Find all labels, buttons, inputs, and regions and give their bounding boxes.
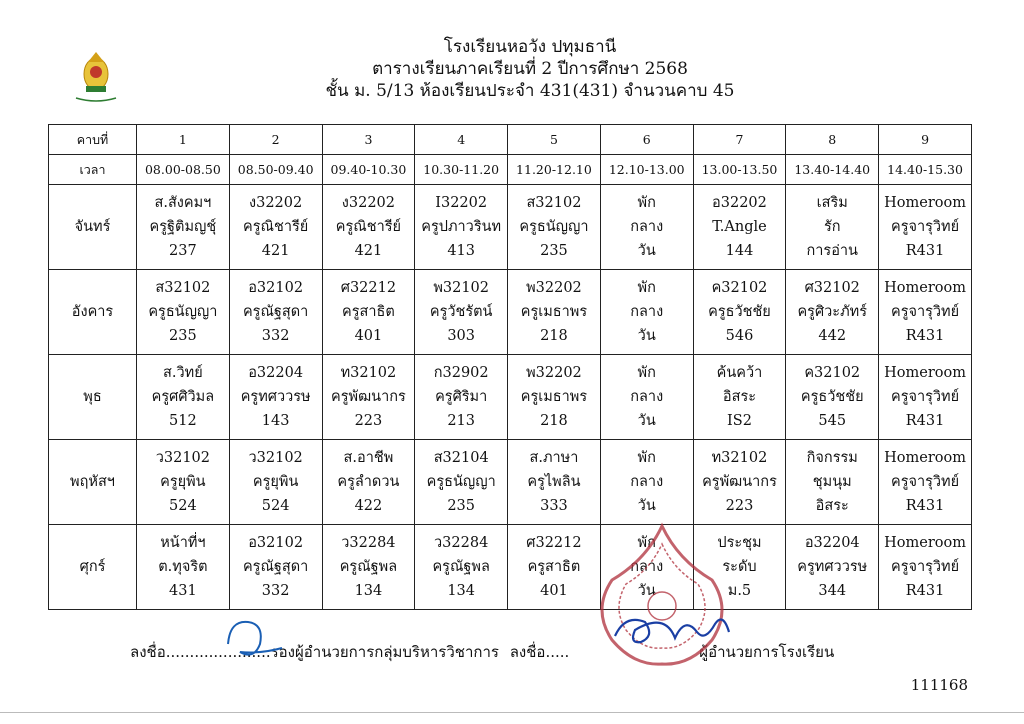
teacher-name: ครูยุพิน	[160, 474, 206, 490]
teacher-name: ครูจารุวิทย์	[891, 559, 960, 575]
period-time: 13.00-13.50	[693, 155, 786, 185]
subject-code: Homeroom	[884, 280, 966, 296]
document-header	[200, 36, 860, 102]
schedule-cell	[879, 440, 972, 525]
schedule-cell	[322, 270, 415, 355]
time-label: เวลา	[49, 155, 137, 185]
period-time: 11.20-12.10	[508, 155, 601, 185]
room-number: 134	[354, 583, 383, 599]
room-number: 143	[261, 413, 290, 429]
teacher-name: ครูสาธิต	[527, 559, 581, 575]
schedule-cell	[322, 185, 415, 270]
schedule-cell	[786, 270, 879, 355]
schedule-cell	[879, 525, 972, 610]
day-row	[49, 355, 972, 440]
teacher-name: ครูจารุวิทย์	[891, 474, 960, 490]
room-number: วัน	[637, 328, 656, 344]
sign1-label: ลงชื่อ......................	[130, 643, 271, 661]
subject-code: ส32102	[155, 280, 211, 296]
teacher-name: ครูณัฐสุดา	[242, 304, 309, 320]
subject-code: ส.อาชีพ	[343, 450, 394, 466]
schedule-cell	[600, 185, 693, 270]
schedule-cell	[786, 525, 879, 610]
teacher-name: ครูธนัญญา	[148, 304, 218, 320]
schedule-cell	[415, 355, 508, 440]
room-number: 134	[447, 583, 476, 599]
subject-code: พัก	[637, 365, 656, 381]
schedule-cell	[508, 355, 601, 440]
schedule-cell	[229, 355, 322, 440]
room-number: 235	[169, 328, 197, 344]
subject-code: พัก	[637, 280, 656, 296]
period-number: 5	[508, 125, 601, 155]
teacher-name: ครูลำดวน	[337, 474, 400, 490]
room-number: 235	[447, 498, 476, 514]
subject-code: ง32202	[341, 195, 396, 211]
room-number: 332	[261, 328, 290, 344]
teacher-name: ครูพัฒนากร	[331, 389, 406, 405]
teacher-name: ครูพัฒนากร	[702, 474, 777, 490]
period-number: 3	[322, 125, 415, 155]
schedule-cell	[600, 270, 693, 355]
room-number: วัน	[637, 498, 656, 514]
subject-code: ง32202	[249, 195, 303, 211]
room-number: 235	[540, 243, 568, 259]
room-number: 421	[354, 243, 383, 259]
teacher-name: ชุมนุม	[812, 474, 852, 490]
schedule-cell	[137, 270, 230, 355]
room-number: 144	[725, 243, 754, 259]
day-row	[49, 440, 972, 525]
teacher-name: รัก	[823, 219, 841, 235]
schedule-cell	[879, 270, 972, 355]
sign2-role: ผู้อำนวยการโรงเรียน	[699, 643, 835, 661]
teacher-name: ครูเมธาพร	[520, 389, 588, 405]
room-number: 213	[447, 413, 476, 429]
room-number: 422	[354, 498, 383, 514]
teacher-name: ครูจารุวิทย์	[891, 219, 960, 235]
room-number: 431	[169, 583, 197, 599]
room-number: R431	[905, 583, 945, 599]
teacher-name: ครูศิริมา	[435, 389, 488, 405]
schedule-cell	[322, 440, 415, 525]
period-number: 8	[786, 125, 879, 155]
room-number: วัน	[637, 583, 656, 599]
schedule-cell	[229, 270, 322, 355]
room-number: 223	[354, 413, 383, 429]
schedule-cell	[600, 440, 693, 525]
period-time: 08.00-08.50	[137, 155, 230, 185]
room-number: 218	[540, 328, 568, 344]
teacher-name: กลาง	[630, 474, 664, 490]
subject-code: ค32102	[804, 365, 861, 381]
schedule-cell	[137, 355, 230, 440]
subject-code: อ32102	[248, 535, 304, 551]
teacher-name: ครูจารุวิทย์	[891, 304, 960, 320]
room-number: 332	[261, 583, 290, 599]
subject-code: Homeroom	[884, 365, 966, 381]
subject-code: พ32102	[433, 280, 490, 296]
teacher-name: กลาง	[630, 219, 664, 235]
teacher-name: ครูวัชรัตน์	[429, 304, 493, 320]
teacher-name: T.Angle	[712, 219, 767, 235]
teacher-name: ระดับ	[722, 559, 757, 575]
class-info: ชั้น ม. 5/13 ห้องเรียนประจำ 431(431) จำนวนคาบ 45	[325, 81, 735, 101]
subject-code: ส32102	[526, 195, 582, 211]
subject-code: หน้าที่ฯ	[160, 535, 206, 551]
schedule-cell	[693, 440, 786, 525]
period-number: 7	[693, 125, 786, 155]
schedule-cell	[229, 185, 322, 270]
teacher-name: ต.ทุจริต	[158, 559, 208, 575]
subject-code: ศ32102	[804, 280, 860, 296]
subject-code: อ32204	[248, 365, 304, 381]
schedule-cell	[600, 355, 693, 440]
subject-code: ว32102	[248, 450, 303, 466]
teacher-name: ครูทศววรษ	[240, 389, 311, 405]
subject-code: I32202	[435, 195, 488, 211]
subject-code: ค้นคว้า	[716, 365, 763, 381]
day-name: พุธ	[49, 355, 137, 440]
sign1-role: รองผู้อำนวยการกลุ่มบริหารวิชาการ	[270, 643, 499, 661]
teacher-name: ครูศศิวิมล	[151, 389, 215, 405]
teacher-name: ครูปภาวรินท	[421, 219, 502, 235]
room-number: การอ่าน	[806, 243, 858, 259]
teacher-name: ครูจารุวิทย์	[891, 389, 960, 405]
subject-code: Homeroom	[884, 535, 966, 551]
schedule-cell	[508, 440, 601, 525]
teacher-name: ครูณัฐพล	[432, 559, 490, 575]
teacher-name: ครูณิชารีย์	[335, 219, 402, 235]
teacher-name: ครูยุพิน	[252, 474, 299, 490]
schedule-cell	[508, 185, 601, 270]
subject-code: พัก	[637, 195, 656, 211]
sign2-label: ลงชื่อ.....	[509, 643, 570, 661]
period-time: 10.30-11.20	[415, 155, 508, 185]
subject-code: ว32284	[341, 535, 396, 551]
room-number: 421	[261, 243, 290, 259]
period-number: 1	[137, 125, 230, 155]
teacher-name: กลาง	[630, 389, 664, 405]
room-number: 333	[540, 498, 568, 514]
teacher-name: ครูณิชารีย์	[243, 219, 309, 235]
period-time: 09.40-10.30	[322, 155, 415, 185]
room-number: อิสระ	[815, 498, 849, 514]
day-name: ศุกร์	[49, 525, 137, 610]
day-row	[49, 270, 972, 355]
subject-code: ก32902	[433, 365, 489, 381]
room-number: 303	[447, 328, 476, 344]
room-number: 218	[540, 413, 568, 429]
subject-code: ว32102	[155, 450, 211, 466]
period-time: 08.50-09.40	[229, 155, 322, 185]
room-number: 442	[818, 328, 847, 344]
subject-code: Homeroom	[884, 450, 966, 466]
period-number: 2	[229, 125, 322, 155]
subject-code: ท32102	[711, 450, 768, 466]
schedule-cell	[693, 355, 786, 440]
room-number: 512	[169, 413, 197, 429]
schedule-cell	[229, 525, 322, 610]
school-logo-icon	[66, 48, 126, 108]
teacher-name: ครูทศววรษ	[797, 559, 868, 575]
subject-code: ศ32212	[526, 535, 582, 551]
room-number: IS2	[727, 413, 752, 429]
term-title: ตารางเรียนภาคเรียนที่ 2 ปีการศึกษา 2568	[372, 59, 688, 79]
schedule-cell	[229, 440, 322, 525]
room-number: 524	[169, 498, 197, 514]
period-number: 9	[879, 125, 972, 155]
subject-code: พ32202	[526, 280, 582, 296]
room-number: R431	[905, 328, 945, 344]
period-time: 13.40-14.40	[786, 155, 879, 185]
teacher-name: ครูณัฐสุดา	[242, 559, 309, 575]
schedule-cell	[415, 270, 508, 355]
signature-1-icon	[220, 614, 290, 664]
signature-2-icon	[605, 602, 735, 662]
period-time: 14.40-15.30	[879, 155, 972, 185]
subject-code: พัก	[637, 535, 656, 551]
schedule-cell	[508, 270, 601, 355]
room-number: 344	[818, 583, 847, 599]
room-number: 413	[447, 243, 476, 259]
teacher-name: ครูศิวะภัทร์	[797, 304, 867, 320]
period-time: 12.10-13.00	[600, 155, 693, 185]
room-number: 401	[354, 328, 383, 344]
subject-code: กิจกรรม	[806, 450, 858, 466]
subject-code: Homeroom	[884, 195, 966, 211]
teacher-name: ครูธวัชชัย	[800, 389, 864, 405]
period-number: 4	[415, 125, 508, 155]
timetable	[48, 124, 972, 610]
day-row	[49, 185, 972, 270]
room-number: 401	[540, 583, 568, 599]
teacher-name: กลาง	[630, 304, 664, 320]
subject-code: อ32204	[804, 535, 860, 551]
room-number: 223	[725, 498, 754, 514]
teacher-name: ครูไพลิน	[527, 474, 581, 490]
teacher-name: อิสระ	[722, 389, 757, 405]
room-number: 237	[169, 243, 197, 259]
subject-code: พ32202	[526, 365, 582, 381]
teacher-name: ครูฐิติมญชุ์	[149, 219, 217, 235]
teacher-name: ครูธนัญญา	[426, 474, 496, 490]
subject-code: ส.ภาษา	[529, 450, 579, 466]
schedule-cell	[137, 525, 230, 610]
subject-code: เสริม	[816, 195, 848, 211]
teacher-name: ครูณัฐพล	[339, 559, 398, 575]
subject-code: ประชุม	[717, 535, 762, 551]
schedule-cell	[879, 185, 972, 270]
page-divider	[0, 712, 1024, 713]
schedule-cell	[693, 270, 786, 355]
room-number: 545	[818, 413, 847, 429]
subject-code: ค32102	[711, 280, 768, 296]
teacher-name: ครูธวัชชัย	[708, 304, 771, 320]
day-name: จันทร์	[49, 185, 137, 270]
subject-code: ศ32212	[340, 280, 397, 296]
day-name: อังคาร	[49, 270, 137, 355]
schedule-cell	[786, 355, 879, 440]
subject-code: อ32202	[712, 195, 767, 211]
subject-code: ส.สังคมฯ	[154, 195, 212, 211]
subject-code: พัก	[637, 450, 656, 466]
room-number: ม.5	[727, 583, 752, 599]
teacher-name: ครูธนัญญา	[519, 219, 589, 235]
room-number: วัน	[637, 413, 656, 429]
schedule-cell	[322, 355, 415, 440]
teacher-name: ครูสาธิต	[342, 304, 395, 320]
day-row	[49, 525, 972, 610]
period-row	[49, 125, 972, 155]
schedule-cell	[879, 355, 972, 440]
period-number: 6	[600, 125, 693, 155]
subject-code: ส32104	[433, 450, 489, 466]
schedule-cell	[786, 185, 879, 270]
period-label: คาบที่	[49, 125, 137, 155]
time-row	[49, 155, 972, 185]
room-number: R431	[905, 498, 945, 514]
day-name: พฤหัสฯ	[49, 440, 137, 525]
schedule-cell	[415, 185, 508, 270]
schedule-cell	[137, 440, 230, 525]
document-code: 111168	[910, 676, 968, 694]
schedule-cell	[415, 525, 508, 610]
room-number: R431	[905, 243, 945, 259]
subject-code: ท32102	[340, 365, 397, 381]
subject-code: ส.วิทย์	[163, 365, 203, 381]
schedule-cell	[322, 525, 415, 610]
teacher-name: กลาง	[630, 559, 664, 575]
school-name: โรงเรียนหอวัง ปทุมธานี	[443, 37, 617, 57]
schedule-cell	[415, 440, 508, 525]
room-number: 546	[725, 328, 754, 344]
schedule-cell	[786, 440, 879, 525]
room-number: 524	[261, 498, 290, 514]
subject-code: ว32284	[434, 535, 489, 551]
teacher-name: ครูเมธาพร	[520, 304, 588, 320]
subject-code: อ32102	[248, 280, 304, 296]
room-number: R431	[905, 413, 945, 429]
room-number: วัน	[637, 243, 656, 259]
schedule-cell	[137, 185, 230, 270]
schedule-cell	[693, 185, 786, 270]
